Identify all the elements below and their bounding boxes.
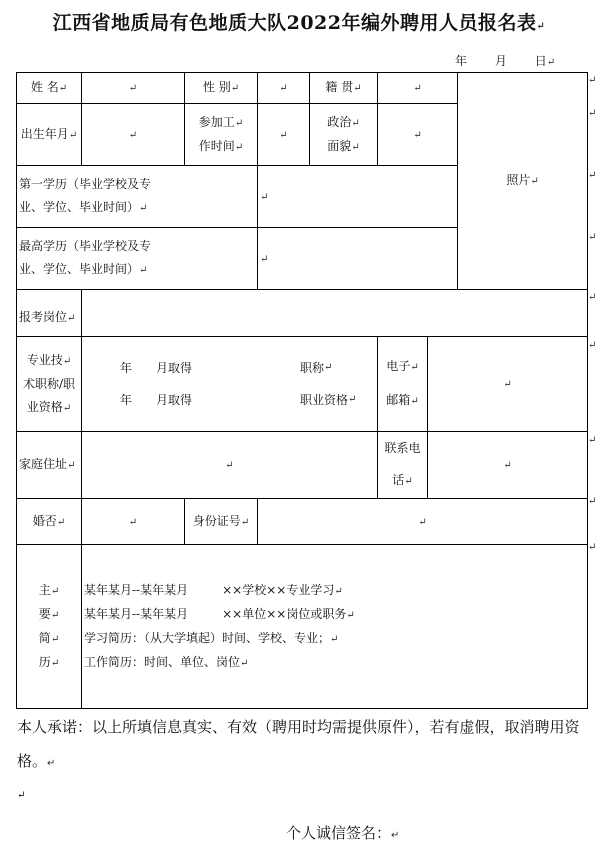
blank-line: ↵ <box>17 790 26 801</box>
field-birth[interactable]: ↵ <box>82 104 185 166</box>
field-origin[interactable]: ↵ <box>378 73 458 104</box>
label-resume: 主↵ 要↵ 简↵ 历↵ <box>17 545 82 709</box>
label-position: 报考岗位↵ <box>17 290 82 337</box>
field-politics[interactable]: ↵ <box>378 104 458 166</box>
field-first-education[interactable]: ↵ <box>258 166 458 228</box>
application-form-table <box>16 72 588 709</box>
label-first-education: 第一学历（毕业学校及专 业、学位、毕业时间）↵ <box>17 166 258 228</box>
field-position[interactable] <box>82 290 588 337</box>
field-name[interactable]: ↵ <box>82 73 185 104</box>
field-marital[interactable]: ↵ <box>82 499 185 545</box>
field-work-start[interactable]: ↵ <box>258 104 310 166</box>
field-top-education[interactable]: ↵ <box>258 228 458 290</box>
field-resume[interactable] <box>82 545 588 709</box>
commitment-statement: 本人承诺：以上所填信息真实、有效（聘用时均需提供原件），若有虚假，取消聘用资格。↵ <box>17 718 580 770</box>
field-phone[interactable]: ↵ <box>428 432 588 499</box>
label-work-start: 参加工↵ 作时间↵ <box>185 104 258 166</box>
label-address: 家庭住址↵ <box>17 432 82 499</box>
resume-line: 工作简历：时间、单位、岗位↵ <box>84 654 249 669</box>
form-title <box>0 8 598 35</box>
label-qualification: 专业技↵ 术职称/职 业资格↵ <box>17 337 82 432</box>
label-gender: 性 别↵ <box>185 73 258 104</box>
label-phone: 联系电 话↵ <box>378 432 428 499</box>
resume-line: 某年某月--某年某月 ××单位××岗位或职务↵ <box>84 606 355 621</box>
date-month: 月 <box>494 54 507 68</box>
field-address[interactable]: ↵ <box>82 432 378 499</box>
date-day: 日 <box>534 54 547 68</box>
resume-line: 某年某月--某年某月 ××学校××专业学习↵ <box>84 582 343 597</box>
label-politics: 政治↵ 面貌↵ <box>310 104 378 166</box>
mark: ↵ <box>536 21 546 32</box>
label-name: 姓 名↵ <box>17 73 82 104</box>
label-id-number: 身份证号↵ <box>185 499 258 545</box>
label-marital: 婚否↵ <box>17 499 82 545</box>
label-origin: 籍 贯↵ <box>310 73 378 104</box>
label-top-education: 最高学历（毕业学校及专 业、学位、毕业时间）↵ <box>17 228 258 290</box>
date-line: 年 月 日↵ <box>455 54 556 68</box>
field-qualification[interactable]: 年 月取得 职称 ↵ 年 月取得 职业资格 ↵ <box>82 337 378 432</box>
resume-line: 学习简历：（从大学填起）时间、学校、专业；↵ <box>84 630 339 645</box>
field-gender[interactable]: ↵ <box>258 73 310 104</box>
date-year: 年 <box>455 54 468 68</box>
signature-line[interactable]: 个人诚信签名：↵ <box>286 824 400 842</box>
title-text: 江西省地质局有色地质大队2022年编外聘用人员报名表 <box>52 12 537 34</box>
photo-box[interactable]: 照片↵ <box>458 73 588 290</box>
label-birth: 出生年月↵ <box>17 104 82 166</box>
label-email: 电子↵ 邮箱↵ <box>378 337 428 432</box>
field-id-number[interactable]: ↵ <box>258 499 588 545</box>
field-email[interactable]: ↵ <box>428 337 588 432</box>
